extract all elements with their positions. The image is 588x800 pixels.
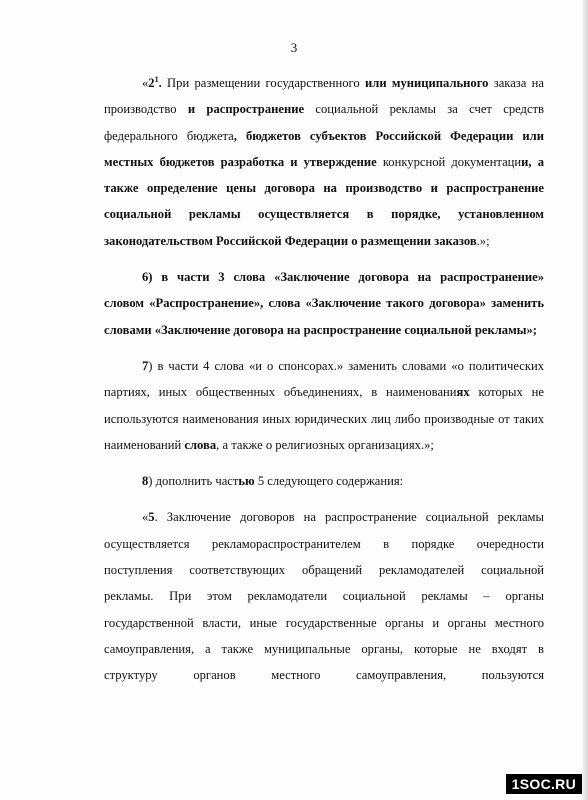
- text-line: самоуправления, а также муниципальные органы, которые не входят в: [104, 641, 544, 656]
- text-line: социальной рекламы осуществляется в порядке, установленном: [104, 207, 544, 222]
- text-line: также определение цены договора на производство и распространение: [104, 181, 544, 196]
- text-line: производство и распространение социальной рекламы за счет средств: [104, 102, 544, 117]
- document-body: [104, 70, 544, 689]
- text-line: словами «Заключение договора на распространение социальной рекламы»;: [104, 322, 537, 337]
- text-line: осуществляется рекламораспространителем в порядке очередности: [104, 536, 544, 551]
- text-line: 8) дополнить частью 5 следующего содержания:: [142, 474, 404, 489]
- text-line: наименований слова, а также о религиозных организациях.»;: [104, 437, 434, 452]
- site-watermark: 1SOC.RU: [506, 774, 582, 794]
- text-line: используются наименования иных юридических лиц либо производные от таких: [104, 411, 544, 426]
- text-line: словом «Распространение», слова «Заключение такого договора» заменить: [104, 296, 544, 311]
- text-line: 7) в части 4 слова «и о спонсорах.» заменить словами «о политических: [142, 358, 544, 373]
- text-line: структуру органов местного самоуправления, пользуются: [104, 668, 544, 683]
- text-line: законодательством Российской Федерации о размещении заказов.»;: [104, 233, 490, 248]
- page-number: 3: [290, 40, 298, 55]
- page-edge-shadow: [582, 0, 588, 800]
- text-line: «5. Заключение договоров на распространение социальной рекламы: [142, 510, 544, 525]
- text-line: 6) в части 3 слова «Заключение договора на распространение»: [142, 270, 544, 285]
- text-line: государственной власти, иные государственные органы и органы местного: [104, 615, 544, 630]
- text-line: поступления соответствующих обращений рекламодателей социальной: [104, 563, 544, 578]
- text-line: федерального бюджета, бюджетов субъектов Российской Федерации или: [104, 128, 544, 143]
- text-line: партиях, иных общественных объединениях, в наименованиях которых не: [104, 385, 544, 400]
- text-line: местных бюджетов разработка и утверждение конкурсной документации, а: [104, 154, 544, 169]
- text-line: «$2^1$. При размещении государственного или муниципального заказа на: [142, 75, 544, 90]
- text-line: рекламы. При этом рекламодатели социальной рекламы – органы: [104, 589, 544, 604]
